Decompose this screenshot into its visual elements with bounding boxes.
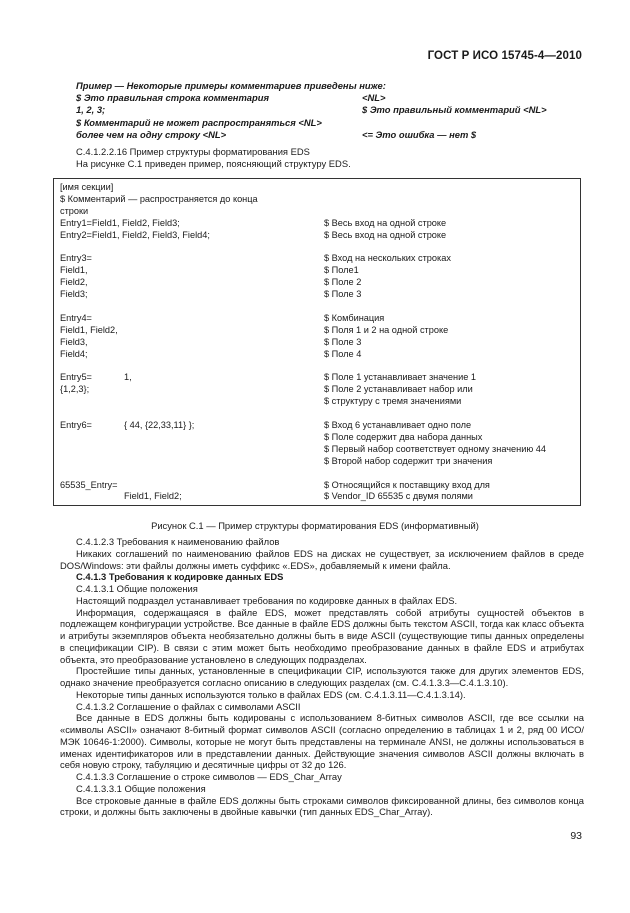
figure-code-row <box>54 276 580 288</box>
figure-code-row <box>54 467 580 479</box>
paragraph: С.4.1.3.3 Соглашение о строке символов — EDS_Char_Array <box>76 771 342 782</box>
figure-c3: $ Поле 4 <box>324 348 362 359</box>
figure-code-row <box>54 252 580 264</box>
figure-c3: $ Весь вход на одной строке <box>324 229 447 240</box>
figure-code-row <box>54 431 580 443</box>
figure-code-row <box>54 371 580 383</box>
figure-code-row <box>54 205 580 217</box>
figure-c3: $ Поле 2 устанавливает набор или <box>324 384 473 395</box>
figure-code-row <box>54 443 580 455</box>
figure-c3: $ Поле 2 <box>324 277 362 288</box>
figure-code-row <box>54 300 580 312</box>
figure-c3: $ Поле содержит два набора данных <box>324 431 483 442</box>
figure-c1: Field3, <box>60 336 88 347</box>
section-c41216-intro: На рисунке С.1 приведен пример, поясняющий структуру EDS. <box>76 158 351 169</box>
figure-c1: Entry4= <box>60 312 92 323</box>
figure-code-row <box>54 395 580 407</box>
figure-c3: $ Первый набор соответствует одному значению 44 <box>324 443 546 454</box>
paragraph: Некоторые типы данных используются только в файлах EDS (см. С.4.1.3.11—С.4.1.3.14). <box>76 688 466 700</box>
figure-c1: [имя секции] <box>60 182 114 192</box>
figure-c3: $ Вход 6 устанавливает одно поле <box>324 420 472 430</box>
figure-c1: Entry5= <box>60 372 92 383</box>
figure-code-row <box>54 264 580 276</box>
page-number: 93 <box>570 830 582 842</box>
figure-caption: Рисунок С.1 — Пример структуры форматирования EDS (информативный) <box>151 520 479 531</box>
figure-code-row <box>54 383 580 395</box>
figure-code-row <box>54 229 580 241</box>
figure-c1: Entry2=Field1, Field2, Field3, Field4; <box>60 229 210 240</box>
paragraph: Все данные в EDS должны быть кодированы с использованием 8-битных символов ASCII, где все ссылки на «символы ASCII» означают 8-битный формат символов ASCII (согласно определению в таблицах 1 и 2, ряд 00 ИСО/МЭК 10646-1:2000). Символы, которые не могут быть представлены на терминале ANSI, не должны использоваться в именах идентификаторов или в представлении данных. Действующие значения символов ASCII должны включать в себя новую строку, табуляцию и десятичные цифры от 32 до 126. <box>60 712 584 771</box>
figure-c1: Field4; <box>60 348 88 359</box>
example-row <box>76 117 576 129</box>
paragraph: С.4.1.3.3.1 Общие положения <box>76 782 206 794</box>
example-right: <NL> <box>362 92 386 104</box>
example-left: более чем на одну строку <NL> <box>76 128 227 140</box>
figure-code-row <box>54 312 580 324</box>
document-body <box>60 536 584 818</box>
example-row <box>76 129 576 141</box>
figure-code-row <box>54 490 580 502</box>
figure-c1: Field1, Field2, <box>60 324 118 335</box>
figure-code-row <box>54 181 580 193</box>
figure-c1: Entry6= <box>60 420 92 430</box>
figure-c1: {1,2,3}; <box>60 384 90 395</box>
figure-c1: $ Комментарий — распространяется до конца <box>60 193 258 204</box>
figure-c3: $ Поле 1 устанавливает значение 1 <box>324 372 477 383</box>
paragraph: Никаких соглашений по наименованию файлов EDS на дисках не существует, за исключением файлов в среде DOS/Windows: эти файлы должны иметь суффикс «.EDS», добавляемый к имени файла. <box>60 547 584 571</box>
figure-code-row <box>54 455 580 467</box>
section-heading: С.4.1.3 Требования к кодировке данных EDS <box>76 571 284 583</box>
figure-code-row <box>54 324 580 336</box>
figure-code-row <box>54 193 580 205</box>
example-left: Пример — Некоторые примеры комментариев приведены ниже: <box>76 80 386 91</box>
paragraph: Простейшие типы данных, установленные в спецификации CIP, используются также для других элементов EDS, однако значение преобразуется согласно описанию в следующих разделах (см. С.4.1.3.3—С.4.1.3.10). <box>60 665 584 688</box>
figure-c1: Entry1=Field1, Field2, Field3; <box>60 217 180 228</box>
figure-c1: Field3; <box>60 289 88 300</box>
comment-examples <box>76 80 576 141</box>
figure-code-row <box>54 217 580 229</box>
figure-c3: $ Относящийся к поставщику вход для <box>324 479 490 490</box>
figure-c3: $ структуру с тремя значениями <box>324 396 462 407</box>
example-left: $ Это правильная строка комментария <box>76 92 269 104</box>
figure-code-row <box>54 479 580 491</box>
example-row <box>76 104 576 116</box>
figure-code-row <box>54 407 580 419</box>
figure-c1: Field2, <box>60 277 88 288</box>
figure-c1: Entry3= <box>60 253 92 264</box>
figure-c2: Field1, Field2; <box>124 491 182 502</box>
figure-c2: 1, <box>124 372 132 383</box>
paragraph: Информация, содержащаяся в файле EDS, может представлять собой атрибуты сущностей объектов в подлежащем конфигурации устройстве. Все данные в файле EDS должны быть текстом ASCII, тогда как класс объекта и атрибуты экземпляров объекта необязательно должны быть в виде ASCII (существующие типы данных определены в спецификации CIP). В связи с этим может быть необходимо преобразование данных в файле EDS и атрибутах объекта, это преобразование установлено в следующих подразделах. <box>60 606 584 665</box>
figure-c3: $ Поле 3 <box>324 336 362 347</box>
figure-c3: $ Vendor_ID 65535 с двумя полями <box>324 491 473 502</box>
paragraph: Все строковые данные в файле EDS должны быть строками символов фиксированной длины, без символов конца строки, и должны быть заключены в двойные кавычки (тип данных EDS_Char_Array). <box>60 794 584 818</box>
eds-structure-figure <box>53 178 581 506</box>
figure-c3: $ Поля 1 и 2 на одной строке <box>324 324 449 335</box>
paragraph: С.4.1.3.1 Общие положения <box>76 583 198 594</box>
figure-c3: $ Вход на нескольких строках <box>324 253 451 264</box>
figure-c1: 65535_Entry= <box>60 479 118 490</box>
figure-c3: $ Поле1 <box>324 265 359 276</box>
paragraph: Настоящий подраздел устанавливает требования по кодировке данных в файлах EDS. <box>76 594 458 606</box>
figure-code-row <box>54 348 580 360</box>
figure-c2: { 44, {22,33,11} }; <box>124 420 195 430</box>
example-left: 1, 2, 3; <box>76 104 106 116</box>
figure-c3: $ Комбинация <box>324 312 385 323</box>
figure-c1: строки <box>60 205 89 216</box>
figure-code-row <box>54 336 580 348</box>
example-right: <= Это ошибка — нет $ <box>362 128 477 140</box>
figure-code-row <box>54 419 580 431</box>
example-row <box>76 92 576 104</box>
document-standard-header: ГОСТ Р ИСО 15745-4—2010 <box>427 50 582 62</box>
figure-code-row <box>54 288 580 300</box>
example-row <box>76 80 576 92</box>
paragraph: С.4.1.3.2 Соглашение о файлах с символами ASCII <box>76 700 301 712</box>
figure-c1: Field1, <box>60 265 88 276</box>
example-right: $ Это правильный комментарий <NL> <box>362 104 547 116</box>
figure-c3: $ Второй набор содержит три значения <box>324 455 493 466</box>
figure-code-row <box>54 241 580 253</box>
example-left: $ Комментарий не может распространяться <NL> <box>76 116 322 128</box>
paragraph: С.4.1.2.3 Требования к наименованию файлов <box>76 536 280 547</box>
figure-c3: $ Поле 3 <box>324 289 362 300</box>
figure-c3: $ Весь вход на одной строке <box>324 217 447 228</box>
figure-code-row <box>54 360 580 372</box>
section-c41216-title: С.4.1.2.2.16 Пример структуры форматирования EDS <box>76 146 310 157</box>
